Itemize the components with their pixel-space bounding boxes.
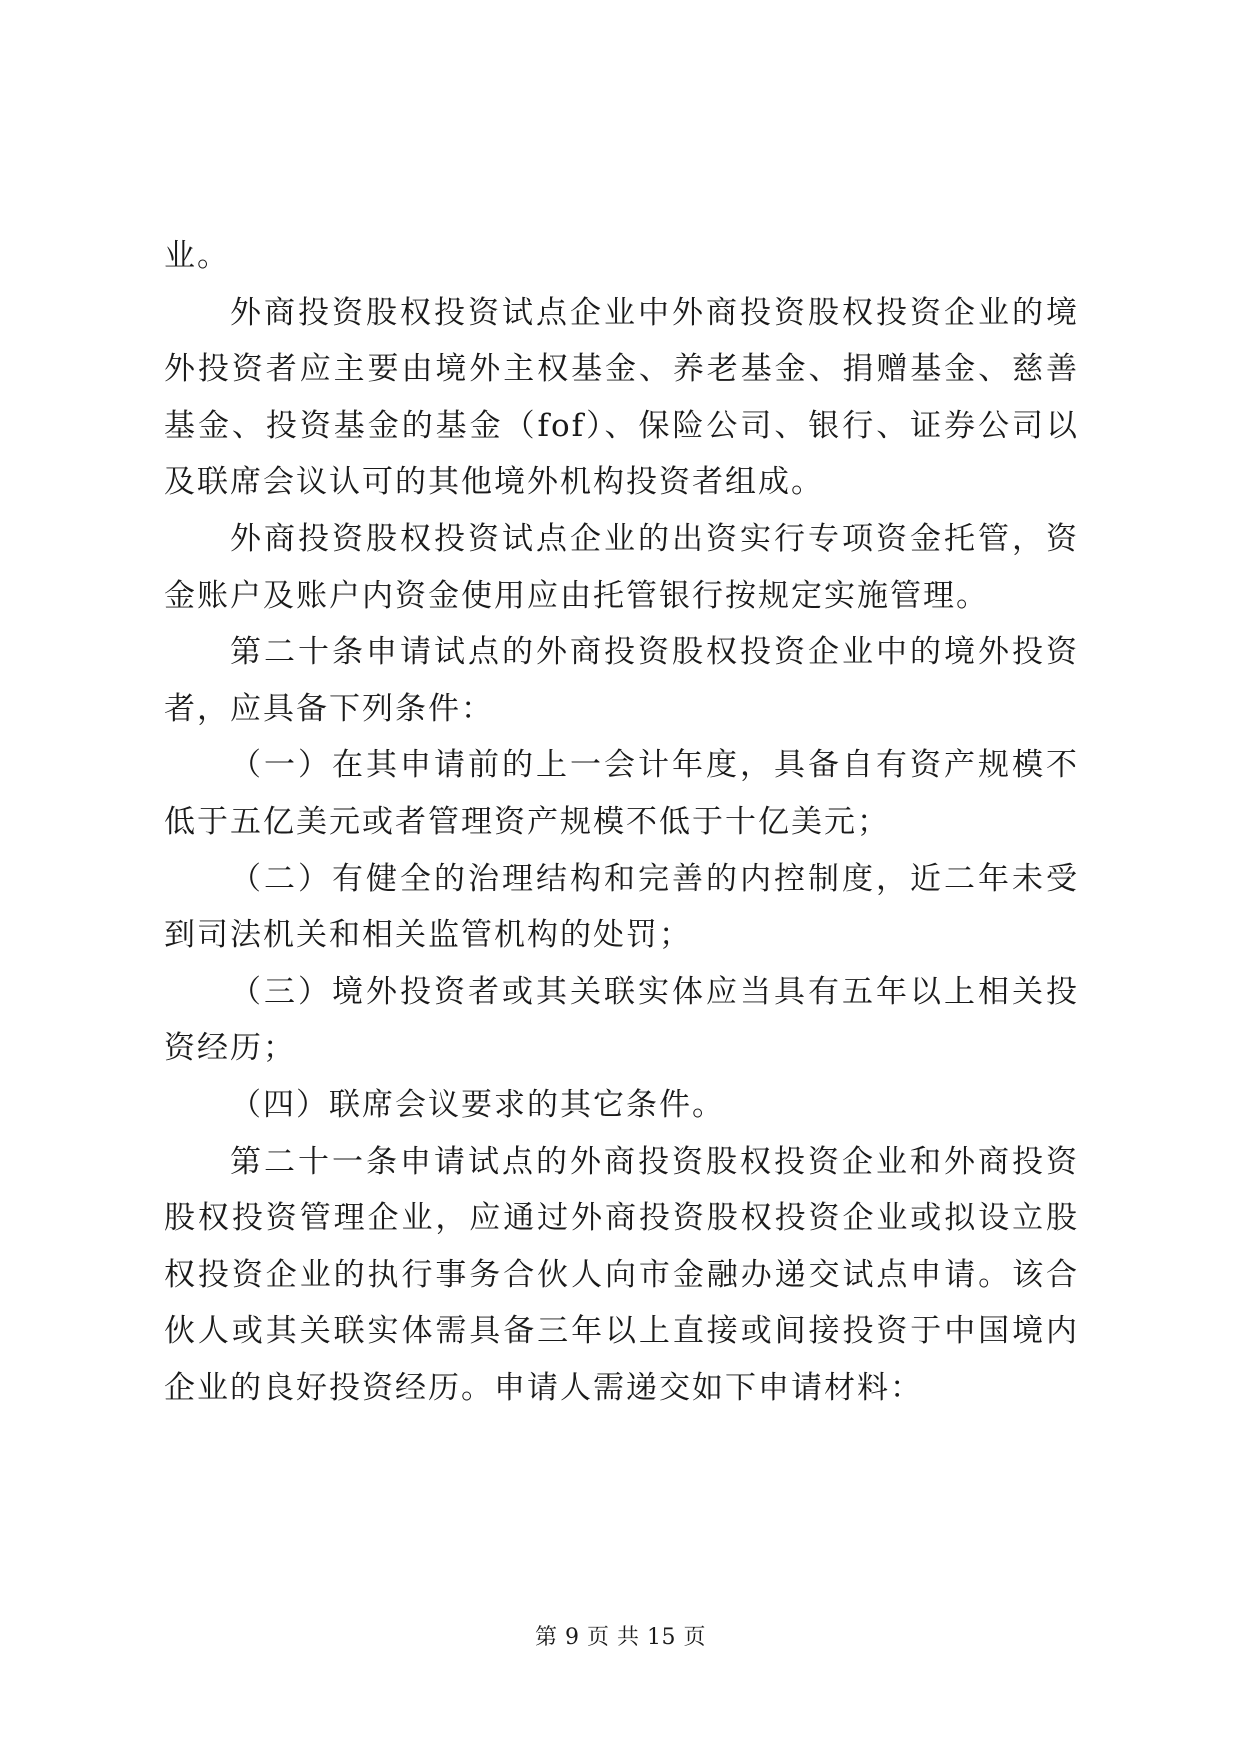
paragraph-article-20: 第二十条申请试点的外商投资股权投资企业中的境外投资者，应具备下列条件： xyxy=(164,634,1079,727)
paragraph-condition-1: （一）在其申请前的上一会计年度，具备自有资产规模不低于五亿美元或者管理资产规模不低于十亿美元； xyxy=(164,747,1079,840)
paragraph-condition-4: （四）联席会议要求的其它条件。 xyxy=(230,1086,725,1123)
paragraph-continuation: 业。 xyxy=(164,238,230,274)
paragraph-condition-3: （三）境外投资者或其关联实体应当具有五年以上相关投资经历； xyxy=(164,973,1079,1067)
page-number: 第 9 页 共 15 页 xyxy=(535,1625,706,1650)
paragraph-fund-custody: 外商投资股权投资试点企业的出资实行专项资金托管，资金账户及账户内资金使用应由托管银行按规定实施管理。 xyxy=(164,520,1079,614)
paragraph-article-21: 第二十一条申请试点的外商投资股权投资企业和外商投资股权投资管理企业，应通过外商投资股权投资企业或拟设立股权投资企业的执行事务合伙人向市金融办递交试点申请。该合伙人或其关联实体需具备三年以上直接或间接投资于中国境内企业的良好投资经历。申请人需递交如下申请材料： xyxy=(164,1143,1079,1406)
paragraph-foreign-investor-composition: 外商投资股权投资试点企业中外商投资股权投资企业的境外投资者应主要由境外主权基金、养老基金、捐赠基金、慈善基金、投资基金的基金（fof）、保险公司、银行、证券公司以及联席会议认可的其他境外机构投资者组成。 xyxy=(164,294,1079,501)
document-body xyxy=(164,228,1079,1416)
paragraph-condition-2: （二）有健全的治理结构和完善的内控制度，近二年未受到司法机关和相关监管机构的处罚； xyxy=(164,860,1079,954)
